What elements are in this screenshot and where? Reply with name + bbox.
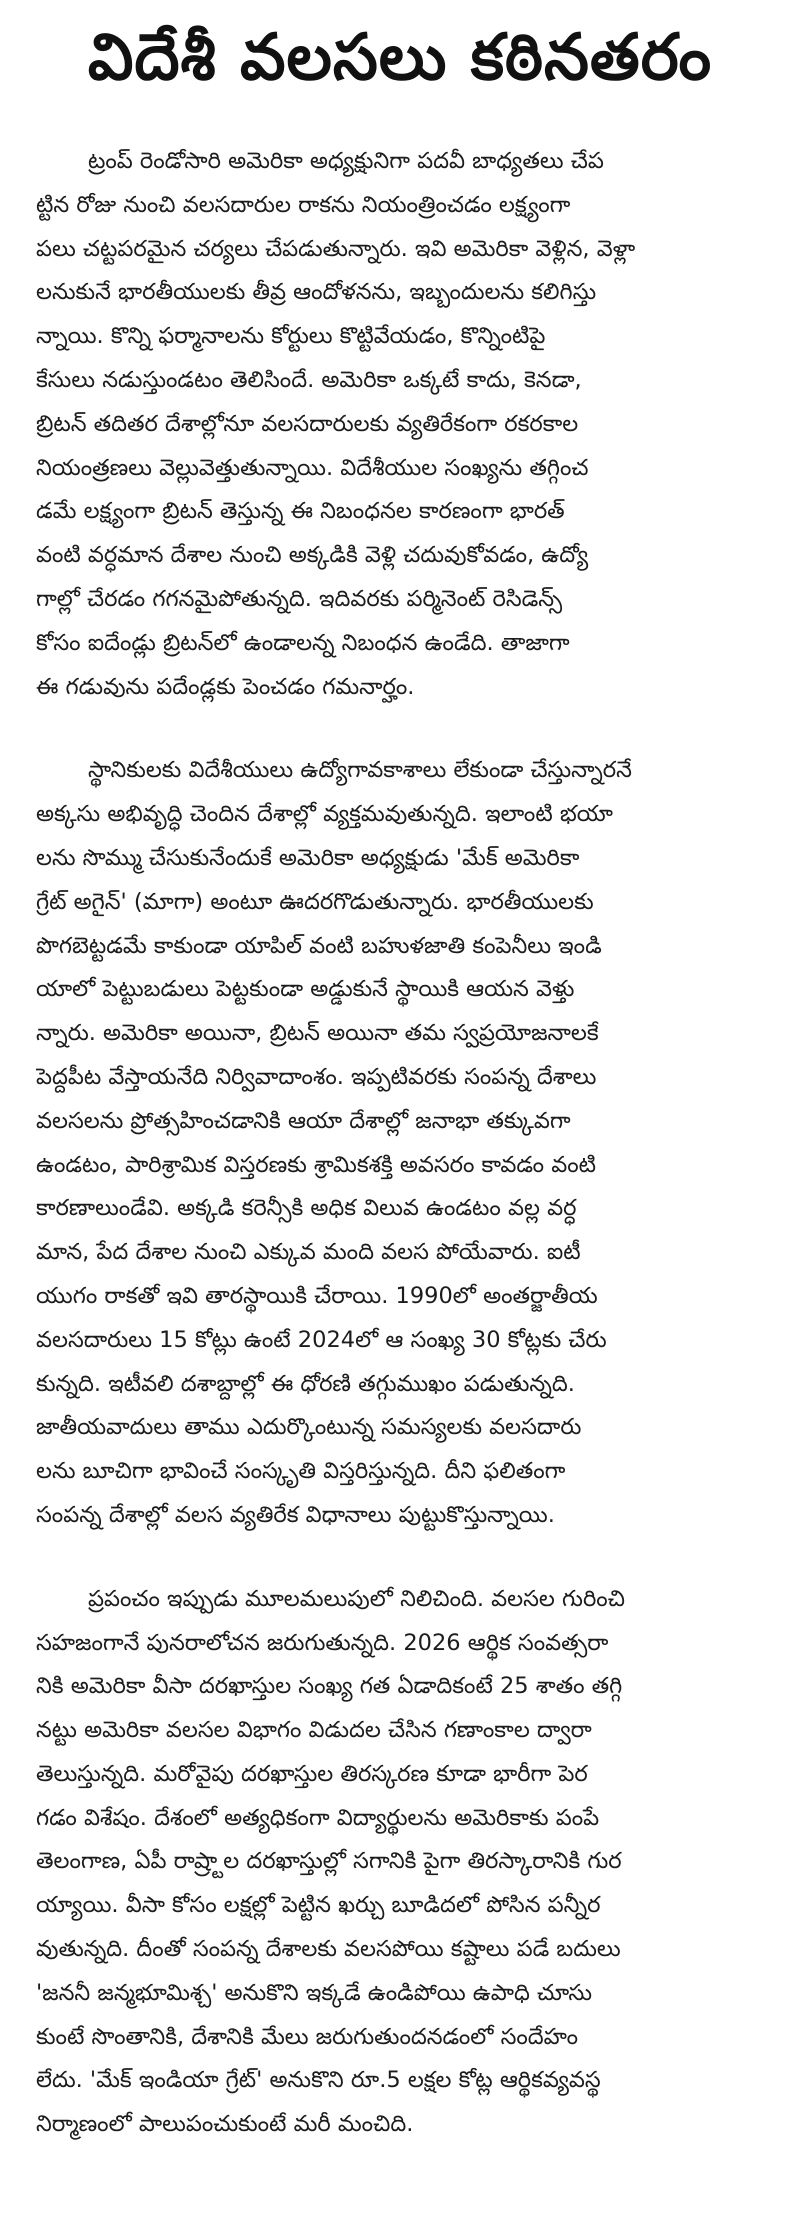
text-line: తెలంగాణ, ఏపీ రాష్ర్టాల దరఖాస్తుల్లో సగానికి పైగా తిరస్కారానికి గుర [36,1848,622,1875]
text-line: ఈ గడువును పదేండ్లకు పెంచడం గమనార్హం. [36,673,415,700]
text-line: నట్టు అమెరికా వలసల విభాగం విడుదల చేసిన గణాంకాల ద్వారా [36,1717,592,1744]
text-line: ట్రంప్ రెండోసారి అమెరికా అధ్యక్షునిగా పదవీ బాధ్యతలు చేప [88,148,604,174]
text-line: కోసం ఐదేండ్లు బ్రిటన్‌లో ఉండాలన్న నిబంధన ఉండేది. తాజాగా [36,629,570,656]
text-line: గాల్లో చేరడం గగనమైపోతున్నది. ఇదివరకు పర్మినెంట్ రెసిడెన్స్ [36,585,563,612]
text-line: లను బూచిగా భావించే సంస్కృతి విస్తరిస్తున్నది. దీని ఫలితంగా [36,1458,566,1485]
text-line: పలు చట్టపరమైన చర్యలు చేపడుతున్నారు. ఇవి అమెరికా వెళ్లిన, వెళ్లా [36,235,636,262]
text-line: కేసులు నడుస్తుండటం తెలిసిందే. అమెరికా ఒక్కటే కాదు, కెనడా, [36,366,582,393]
text-line: డమే లక్ష్యంగా బ్రిటన్ తెస్తున్న ఈ నిబంధనల కారణంగా భారత్ [36,498,565,525]
text-line: వలసదారులు 15 కోట్లు ఉంటే 2024లో ఆ సంఖ్య 30 కోట్లకు చేరు [36,1326,607,1353]
text-line: సహజంగానే పునరాలోచన జరుగుతున్నది. 2026 ఆర్థిక సంవత్సరా [36,1629,609,1656]
text-line: లను సొమ్ము చేసుకునేందుకే అమెరికా అధ్యక్షుడు 'మేక్ అమెరికా [36,844,580,871]
text-line: కుంటే సొంతానికి, దేశానికి మేలు జరుగుతుందనడంలో సందేహం [36,2023,579,2050]
text-line: ప్రపంచం ఇప్పుడు మూలమలుపులో నిలిచింది. వలసల గురించి [88,1585,625,1612]
text-line: నియంత్రణలు వెల్లువెత్తుతున్నాయి. విదేశీయుల సంఖ్యను తగ్గించ [36,454,589,481]
text-line: వుతున్నది. దీంతో సంపన్న దేశాలకు వలసపోయి కష్టాలు పడే బదులు [36,1936,621,1963]
text-line: సంపన్న దేశాల్లో వలస వ్యతిరేక విధానాలు పుట్టుకొస్తున్నాయి. [36,1501,555,1528]
article-paragraph [36,140,764,709]
text-line: నికి అమెరికా వీసా దరఖాస్తుల సంఖ్య గత ఏడాదికంటే 25 శాతం తగ్గి [36,1673,623,1700]
text-line: యుగం రాకతో ఇవి తారస్థాయికి చేరాయి. 1990లో అంతర్జాతీయ [36,1282,598,1309]
paragraph-gap [36,709,764,749]
text-line: కారణాలుండేవి. అక్కడి కరెన్సీకి అధిక విలువ ఉండటం వల్ల వర్ధ [36,1195,577,1222]
text-line: న్నారు. అమెరికా అయినా, బ్రిటన్ అయినా తమ స్వప్రయోజనాలకే [36,1020,599,1047]
text-line: న్నాయి. కొన్ని ఫర్మానాలను కోర్టులు కొట్టివేయడం, కొన్నింటిపై [36,323,546,350]
text-line: ట్టిన రోజు నుంచి వలసదారుల రాకను నియంత్రించడం లక్ష్యంగా [36,191,571,218]
article-headline: విదేశీ వలసలు కఠినతరం [87,21,713,95]
article-body [36,140,764,2147]
text-line: యాలో పెట్టుబడులు పెట్టకుండా అడ్డుకునే స్థాయికి ఆయన వెళ్తు [36,976,575,1003]
text-line: గడం విశేషం. దేశంలో అత్యధికంగా విద్యార్థులను అమెరికాకు పంపే [36,1804,600,1831]
text-line: గ్రేట్ అగైన్' (మాగా) అంటూ ఊదరగొడుతున్నారు. భారతీయులకు [36,888,594,915]
text-line: నిర్మాణంలో పాలుపంచుకుంటే మరీ మంచిది. [36,2111,414,2138]
text-line: ఉండటం, పారిశ్రామిక విస్తరణకు శ్రామికశక్తి అవసరం కావడం వంటి [36,1151,597,1178]
text-line: తెలుస్తున్నది. మరోవైపు దరఖాస్తుల తిరస్కరణ కూడా భారీగా పెర [36,1760,588,1787]
text-line: జాతీయవాదులు తాము ఎదుర్కొంటున్న సమస్యలకు వలసదారు [36,1414,582,1441]
paragraph-gap [36,1538,764,1578]
text-line: పొగబెట్టడమే కాకుండా యాపిల్ వంటి బహుళజాతి కంపెనీలు ఇండి [36,932,602,959]
text-line: లనుకునే భారతీయులకు తీవ్ర ఆందోళనను, ఇబ్బందులను కలిగిస్తు [36,279,597,306]
text-line: పెద్దపీట వేస్తాయనేది నిర్వివాదాంశం. ఇప్పటివరకు సంపన్న దేశాలు [36,1063,597,1090]
text-line: కున్నది. ఇటీవలి దశాబ్దాల్లో ఈ ధోరణి తగ్గుముఖం పడుతున్నది. [36,1370,575,1397]
text-line: 'జననీ జన్మభూమిశ్చ' అనుకొని ఇక్కడే ఉండిపోయి ఉపాధి చూసు [36,1979,592,2006]
text-line: వంటి వర్ధమాన దేశాల నుంచి అక్కడికి వెళ్లి చదువుకోవడం, ఉద్యో [36,542,589,569]
text-line: య్యాయి. వీసా కోసం లక్షల్లో పెట్టిన ఖర్చు బూడిదలో పోసిన పన్నీర [36,1892,601,1919]
text-line: బ్రిటన్ తదితర దేశాల్లోనూ వలసదారులకు వ్యతిరేకంగా రకరకాల [36,410,579,437]
text-line: మాన, పేద దేశాల నుంచి ఎక్కువ మంది వలస పోయేవారు. ఐటీ [36,1239,581,1266]
article-paragraph [36,1578,764,2147]
text-line: లేదు. 'మేక్ ఇండియా గ్రేట్' అనుకొని రూ.5 లక్షల కోట్ల ఆర్థికవ్యవస్థ [36,2067,601,2094]
text-line: స్థానికులకు విదేశీయులు ఉద్యోగావకాశాలు లేకుండా చేస్తున్నారనే [88,757,632,784]
text-line: అక్కసు అభివృద్ధి చెందిన దేశాల్లో వ్యక్తమవుతున్నది. ఇలాంటి భయా [36,801,613,828]
text-line: వలసలను ప్రోత్సహించడానికి ఆయా దేశాల్లో జనాభా తక్కువగా [36,1107,571,1134]
article-paragraph [36,749,764,1537]
